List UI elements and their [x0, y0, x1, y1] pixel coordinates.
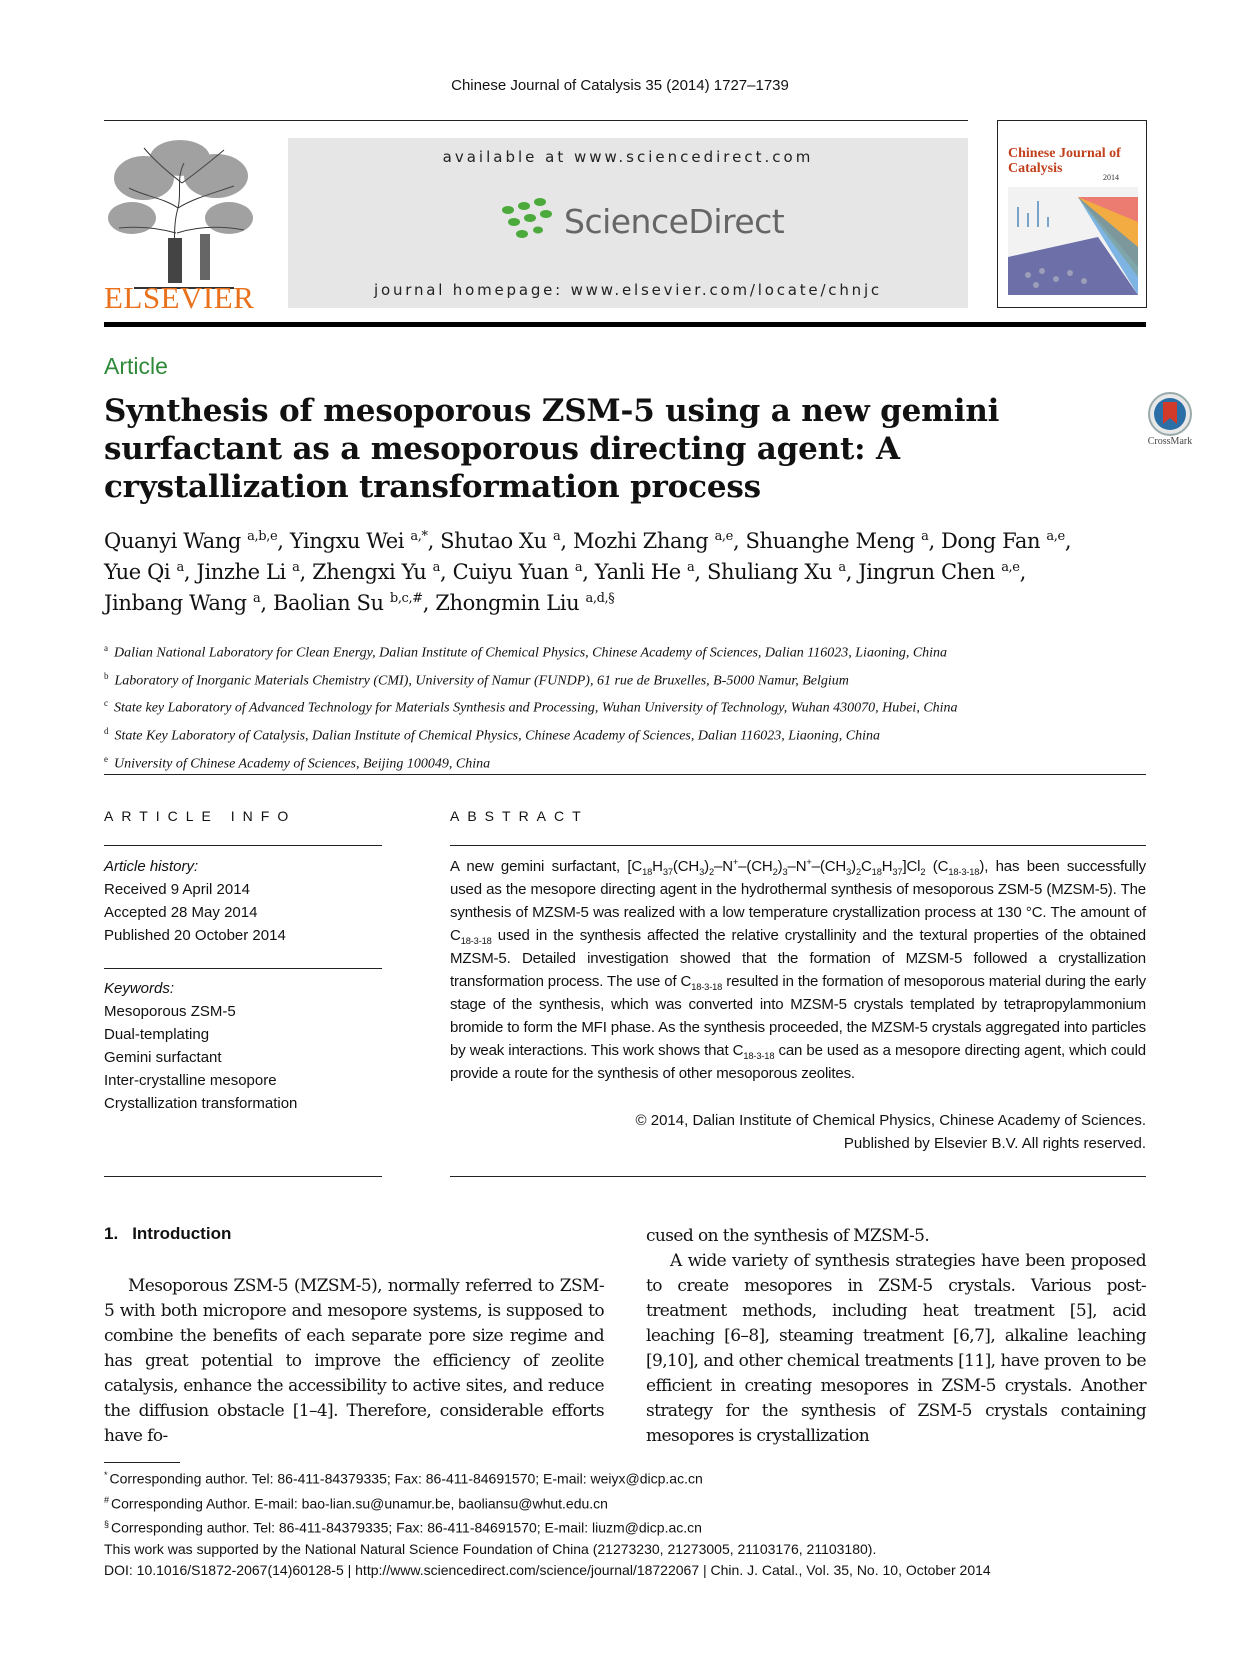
footnote-rule — [104, 1462, 180, 1463]
footnote-mark: * — [104, 1470, 108, 1480]
footnote-item — [104, 1490, 1184, 1515]
affiliation-text: Dalian National Laboratory for Clean Energy, Dalian Institute of Chemical Physics, Chinese Academy of Sciences, Dalian 116023, Liaoning, China — [114, 645, 948, 661]
author-name: Yingxu Wei — [289, 529, 405, 553]
footnote-item — [104, 1539, 1184, 1560]
author-name: Zhengxi Yu — [312, 560, 427, 584]
author-affiliation-mark: a — [176, 560, 184, 575]
author-affiliation-mark: a — [553, 529, 561, 544]
footnotes — [104, 1465, 1184, 1581]
affiliation-list — [104, 637, 1184, 775]
sciencedirect-wordmark: ScienceDirect — [564, 202, 785, 241]
keyword-item: Inter-crystalline mesopore — [104, 1072, 277, 1089]
cover-artwork-icon — [1008, 187, 1138, 295]
surfactant-formula: $[C_{18}H_{37}(CH_3)_2-N^+-(CH_2)_3-N^+-(CH_3)_2C_{18}H_{37}]Cl_2$ — [627, 857, 926, 877]
affiliation-mark: c — [104, 698, 108, 709]
abstract-body: A new gemini surfactant, $[C_{18}H_{37}(CH_3)_2-N^+-(CH_2)_3-N^+-(CH_3)_2C_{18}H_{37}]Cl_2$ $(C_{18-3-18})$, has been successfully used as the mesopore directing agent in the hydrothermal synthesis of mesoporous ZSM-5 (MZSM-5). The synthesis of MZSM-5 was realized with a low temperature crystallization process at 130 °C. The amount of $C_{18-3-18}$ used in the synthesis affected the relative crystallinity and the textural properties of the obtained MZSM-5. Detailed investigation showed that the formation of MZSM-5 followed a crystallization transformation process. The use of $C_{18-3-18}$ resulted in the formation of mesoporous material during the early stage of the synthesis, which was converted into MZSM-5 crystals templated by tetrapropylammonium bromide to form the MFI phase. As the synthesis proceeded, the MZSM-5 crystals aggregated into particles by weak interactions. This work shows that $C_{18-3-18}$ can be used as a mesopore directing agent, which could provide a route for the synthesis of other mesoporous zeolites. — [450, 857, 1146, 1082]
author-name: Jingrun Chen — [858, 560, 995, 584]
surfactant-abbreviation: $C_{18-3-18}$ — [937, 858, 980, 877]
author-affiliation-mark: a — [292, 560, 300, 575]
author-name: Shutao Xu — [440, 529, 547, 553]
affiliation-mark: a — [104, 643, 108, 653]
author-name: Yue Qi — [104, 560, 171, 584]
author-name: Zhongmin Liu — [435, 591, 580, 615]
copyright-line: © 2014, Dalian Institute of Chemical Physics, Chinese Academy of Sciences. — [635, 1112, 1146, 1129]
journal-citation-line: Chinese Journal of Catalysis 35 (2014) 1727–1739 — [451, 77, 789, 94]
surfactant-abbreviation: $C_{18-3-18}$ — [680, 973, 723, 992]
abstract-text: , has been successfully used as the mesopore directing agent in the hydrothermal synthesis of mesoporous ZSM-5 (MZSM-5). The synthesis of MZSM-5 was realized with a low temperature crystallization process at 130 °C. The amount of — [450, 858, 1146, 921]
author-affiliation-mark: a,e — [1046, 529, 1065, 544]
footnote-mark: § — [104, 1519, 110, 1530]
keywords-block — [104, 977, 384, 1115]
author-name: Shuanghe Meng — [745, 529, 915, 553]
header-rule-top — [104, 120, 968, 121]
author-name: Mozhi Zhang — [572, 529, 709, 553]
section-rule — [104, 968, 382, 969]
footnote-item — [104, 1465, 1184, 1490]
affiliation-text: University of Chinese Academy of Sciences, Beijing 100049, China — [114, 756, 491, 772]
author-affiliation-mark: a — [574, 560, 583, 575]
author-name: Dong Fan — [941, 529, 1041, 553]
section-number: 1. — [104, 1224, 119, 1243]
author-list: Quanyi Wang $^{a,b,e}$, Yingxu Wei $^{a,*}$, Shutao Xu $^a$, Mozhi Zhang $^{a,e}$, Shuanghe Meng $^a$, Dong Fan $^{a,e}$, Yue Qi $^a$, Jinzhe Li $^a$, Zhengxi Yu $^a$, Cuiyu Yuan $^a$, Yanli He $^a$, Shuliang Xu $^a$, Jingrun Chen $^{a,e}$, Jinbang Wang $^a$, Baolian Su $^{b,c,\#}$, Zhongmin Liu $^{a,d,\S}$ — [104, 529, 1072, 615]
author-affiliation-mark: a,e — [714, 529, 733, 544]
footnote-text: DOI: 10.1016/S1872-2067(14)60128-5 | http://www.sciencedirect.com/science/journal/18722067 | Chin. J. Catal., Vol. 35, No. 10, October 2014 — [104, 1561, 991, 1578]
copyright-notice — [450, 1109, 1146, 1155]
author-name: Cuiyu Yuan — [452, 560, 569, 584]
author-affiliation-mark: a — [921, 529, 929, 544]
author-affiliation-mark: b,c,# — [389, 591, 423, 606]
keyword-item: Crystallization transformation — [104, 1095, 298, 1112]
article-title: Synthesis of mesoporous ZSM-5 using a new gemini surfactant as a mesoporous directing agent: A crystallization transformation process — [104, 393, 1000, 505]
abstract-heading: ABSTRACT — [450, 808, 589, 824]
copyright-line: Published by Elsevier B.V. All rights reserved. — [843, 1135, 1146, 1152]
published-date: Published 20 October 2014 — [104, 927, 286, 944]
introduction-continuation: cused on the synthesis of MZSM-5. — [646, 1226, 930, 1246]
affiliation-text: State key Laboratory of Advanced Technology for Materials Synthesis and Processing, Wuhan University of Technology, Wuhan 430070, Hubei, China — [114, 700, 958, 716]
journal-cover-image — [997, 120, 1147, 308]
abstract-text: resulted in the formation of mesoporous material during the early stage of the synthesis, which was converted into MZSM-5 crystals templated by tetrapropylammonium bromide to form the MFI phase. As the synthesis proceeded, the MZSM-5 crystals aggregated into particles by weak interactions. This work shows that — [450, 973, 1146, 1059]
section-rule — [450, 1176, 1146, 1177]
introduction-paragraph: A wide variety of synthesis strategies have been proposed to create mesopores in ZSM-5 crystals. Various post-treatment methods, including heat treatment [5], acid leaching [6–8], steaming treatment [6,7], alkaline leaching [9,10], and other chemical treatments [11], have proven to be efficient in creating mesopores in ZSM-5 crystals. Another strategy for the synthesis of ZSM-5 crystals containing mesopores is crystallization — [646, 1251, 1146, 1446]
author-affiliation-mark: a,b,e — [247, 529, 278, 544]
affiliation-text: State Key Laboratory of Catalysis, Dalian Institute of Chemical Physics, Chinese Academy of Sciences, Dalian 116023, Liaoning, China — [114, 728, 881, 744]
elsevier-wordmark: ELSEVIER — [104, 280, 255, 315]
keyword-item: Gemini surfactant — [104, 1049, 222, 1066]
history-label: Article history: — [104, 858, 199, 875]
affiliation-mark: e — [104, 753, 108, 764]
affiliation-item — [104, 637, 1184, 665]
author-name: Baolian Su — [272, 591, 384, 615]
footnote-mark: # — [104, 1494, 110, 1505]
keyword-item: Mesoporous ZSM-5 — [104, 1003, 236, 1020]
section-rule — [104, 1176, 382, 1177]
footnote-item — [104, 1560, 1184, 1581]
keyword-item: Dual-templating — [104, 1026, 210, 1043]
author-name: Jinbang Wang — [104, 591, 247, 615]
introduction-paragraph: Mesoporous ZSM-5 (MZSM-5), normally referred to ZSM-5 with both micropore and mesopore systems, is supposed to combine the benefits of each separate pore size regime and has great potential to improve the efficiency of zeolite catalysis, enhance the accessibility to active sites, and reduce the diffusion obstacle [1–4]. Therefore, considerable efforts have fo- — [104, 1276, 604, 1446]
surfactant-abbreviation: $C_{18-3-18}$ — [732, 1042, 775, 1061]
sciencedirect-availability: available at www.sciencedirect.com — [442, 148, 814, 166]
author-name: Quanyi Wang — [104, 529, 241, 553]
author-affiliation-mark: a — [253, 591, 261, 606]
received-date: Received 9 April 2014 — [104, 881, 250, 898]
footnote-text: Corresponding Author. E-mail: bao-lian.su@unamur.be, baoliansu@whut.edu.cn — [111, 1495, 608, 1512]
section-rule — [450, 845, 1146, 846]
abstract-text: used in the synthesis affected the relative crystallinity and the textural properties of the obtained MZSM-5. Detailed investigation showed that the formation of MZSM-5 followed a crystallization transformation process. The use of — [450, 927, 1146, 990]
abstract-text: can be used as a mesopore directing agent, which could provide a route for the synthesis of other mesoporous zeolites. — [450, 1042, 1146, 1082]
article-history — [104, 855, 384, 947]
header-rule-bottom — [104, 322, 1146, 327]
affiliation-item — [104, 692, 1184, 720]
affiliation-text: Laboratory of Inorganic Materials Chemistry (CMI), University of Namur (FUNDP), 61 rue de Bruxelles, B-5000 Namur, Belgium — [114, 673, 849, 689]
section-rule — [104, 774, 1146, 775]
author-affiliation-mark: a,* — [410, 529, 428, 544]
footnote-text: Corresponding author. Tel: 86-411-84379335; Fax: 86-411-84691570; E-mail: weiyx@dicp.ac.cn — [109, 1470, 703, 1487]
author-affiliation-mark: a — [432, 560, 441, 575]
author-affiliation-mark: a — [838, 560, 846, 575]
author-name: Yanli He — [594, 560, 681, 584]
keywords-label: Keywords: — [104, 980, 175, 997]
author-name: Shuliang Xu — [706, 560, 833, 584]
surfactant-abbreviation: $C_{18-3-18}$ — [450, 927, 492, 946]
footnote-text: Corresponding author. Tel: 86-411-84379335; Fax: 86-411-84691570; E-mail: liuzm@dicp.ac.cn — [111, 1519, 702, 1536]
section-title: Introduction — [132, 1224, 232, 1243]
footnote-item — [104, 1514, 1184, 1539]
article-type-label: Article — [104, 353, 168, 379]
accepted-date: Accepted 28 May 2014 — [104, 904, 258, 921]
author-affiliation-mark: a — [687, 560, 695, 575]
section-rule — [104, 845, 382, 846]
affiliation-item — [104, 748, 1184, 776]
journal-homepage[interactable]: journal homepage: www.elsevier.com/locate/chnjc — [374, 281, 882, 299]
affiliation-item — [104, 665, 1184, 693]
cover-title: Chinese Journal of Catalysis — [1008, 146, 1121, 176]
article-info-heading: ARTICLE INFO — [104, 808, 297, 824]
introduction-heading — [104, 1224, 231, 1244]
sciencedirect-banner — [288, 138, 968, 308]
affiliation-mark: b — [104, 670, 109, 681]
author-affiliation-mark: a,e — [1001, 560, 1020, 575]
cover-year: 2014 — [1103, 173, 1119, 182]
footnote-text: This work was supported by the National Natural Science Foundation of China (21273230, 21273005, 21103176, 21103180). — [104, 1540, 877, 1557]
abstract-text: A new gemini surfactant, — [450, 858, 628, 875]
affiliation-mark: d — [104, 725, 109, 736]
affiliation-item — [104, 720, 1184, 748]
author-affiliation-mark: a,d,§ — [585, 591, 615, 606]
crossmark-label: CrossMark — [1147, 436, 1193, 447]
author-name: Jinzhe Li — [196, 560, 286, 584]
